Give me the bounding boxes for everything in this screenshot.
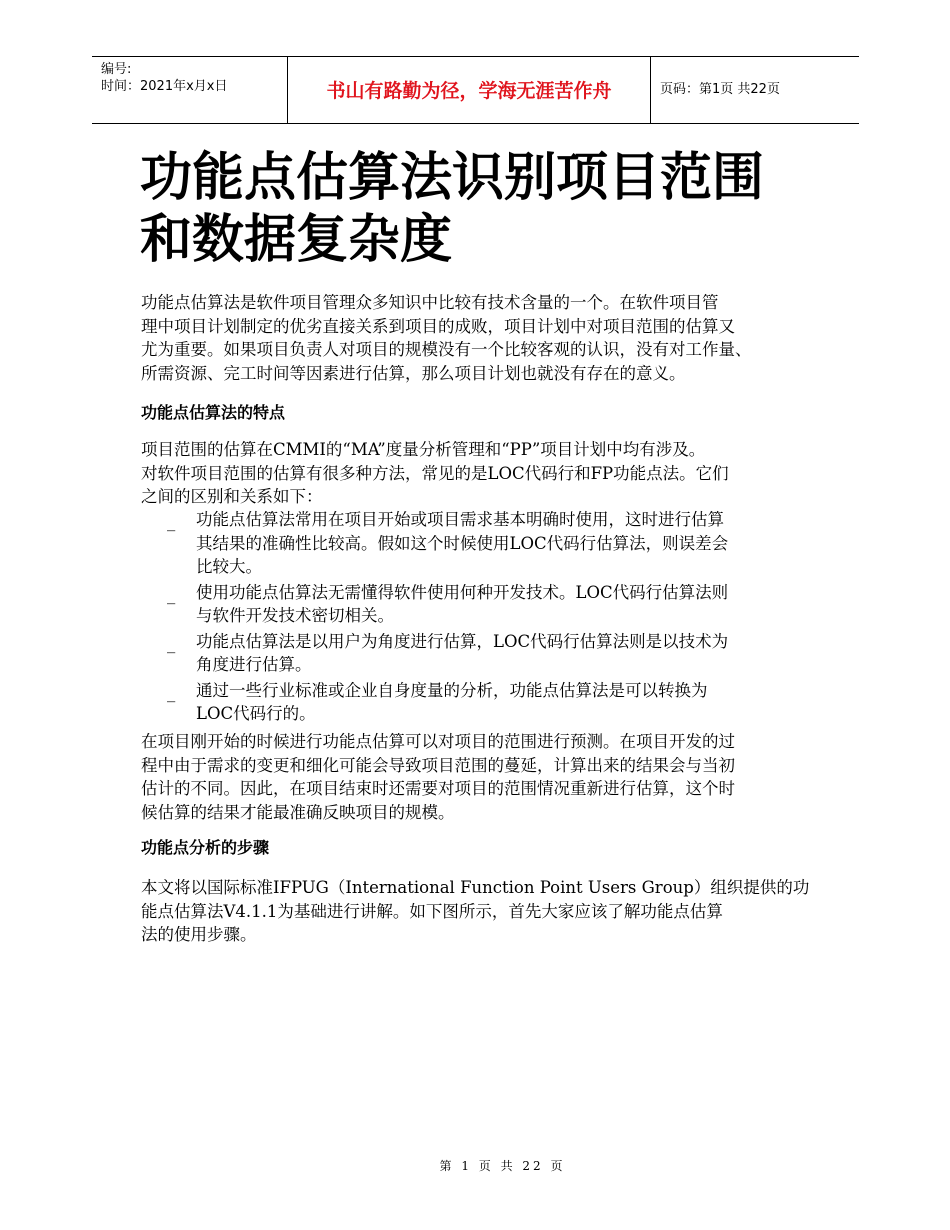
section2-paragraph: [141, 876, 831, 947]
text-line: 对软件项目范围的估算有很多种方法，常见的是LOC代码行和FP功能点法。它们: [141, 463, 729, 483]
list-item: [141, 508, 831, 579]
section-heading-features: 功能点估算法的特点: [141, 403, 286, 422]
page-footer: 第 1 页 共 22 页: [439, 1159, 566, 1173]
text-line: 之间的区别和关系如下：: [141, 487, 323, 506]
text-line: 候估算的结果才能最准确反映项目的规模。: [141, 802, 455, 822]
list-item: [141, 679, 831, 726]
bullet-marker: _: [167, 633, 176, 653]
header-meta-cell: [92, 57, 287, 123]
text-line: 项目范围的估算在CMMI的“MA”度量分析管理和“PP”项目计划中均有涉及。: [141, 440, 706, 459]
text-line: 其结果的准确性比较高。假如这个时候使用LOC代码行估算法，则误差会: [196, 533, 729, 553]
list-item-text: [141, 679, 831, 726]
text-line: 使用功能点估算法无需懂得软件使用何种开发技术。LOC代码行估算法则: [196, 582, 729, 602]
document-header: [92, 56, 859, 124]
comparison-list: [141, 508, 831, 728]
text-line: 功能点估算法是软件项目管理众多知识中比较有技术含量的一个。在软件项目管: [141, 293, 719, 312]
bullet-marker: _: [167, 584, 176, 604]
text-line: 法的使用步骤。: [141, 925, 257, 944]
list-item: [141, 581, 831, 628]
text-line: 本文将以国际标准IFPUG（International Function Point Users Group）组织提供的功: [141, 878, 810, 897]
section1-after-paragraph: [141, 730, 831, 824]
bullet-marker: _: [167, 512, 176, 531]
text-line: LOC代码行的。: [196, 704, 316, 723]
text-line: 与软件开发技术密切相关。: [196, 606, 394, 625]
section1-paragraph: [141, 438, 831, 509]
document-time-label: 时间：2021年x月x日: [101, 79, 228, 94]
list-item-text: [141, 581, 831, 628]
list-item-text: [141, 508, 831, 579]
text-line: 比较大。: [196, 557, 262, 576]
text-line: 所需资源、完工时间等因素进行估算，那么项目计划也就没有存在的意义。: [141, 363, 686, 383]
text-line: 估计的不同。因此，在项目结束时还需要对项目的范围情况重新进行估算，这个时: [141, 779, 735, 798]
text-line: 功能点估算法常用在项目开始或项目需求基本明确时使用，这时进行估算: [196, 510, 724, 529]
section-heading-steps: 功能点分析的步骤: [141, 838, 270, 857]
header-motto: 书山有路勤为径，学海无涯苦作舟: [326, 80, 612, 102]
bullet-marker: _: [167, 682, 176, 702]
title-line-2: 和数据复杂度: [140, 210, 453, 270]
text-line: 程中由于需求的变更和细化可能会导致项目范围的蔓延，计算出来的结果会与当初: [141, 755, 735, 775]
title-line-1: 功能点估算法识别项目范围: [140, 148, 765, 208]
text-line: 角度进行估算。: [196, 655, 312, 674]
document-title: [140, 147, 840, 271]
text-line: 尤为重要。如果项目负责人对项目的规模没有一个比较客观的认识，没有对工作量、: [141, 340, 752, 359]
text-line: 通过一些行业标准或企业自身度量的分析，功能点估算法是可以转换为: [196, 680, 708, 700]
header-motto-cell: [287, 57, 651, 123]
text-line: 功能点估算法是以用户为角度进行估算，LOC代码行估算法则是以技术为: [196, 631, 729, 651]
document-number-label: 编号:: [101, 62, 132, 77]
header-page-info: 页码：第1页 共22页: [660, 82, 780, 97]
header-page-cell: [651, 57, 859, 123]
text-line: 在项目刚开始的时候进行功能点估算可以对项目的范围进行预测。在项目开发的过: [141, 732, 735, 751]
list-item-text: [141, 630, 831, 677]
text-line: 能点估算法V4.1.1为基础进行讲解。如下图所示，首先大家应该了解功能点估算: [141, 901, 723, 921]
text-line: 理中项目计划制定的优劣直接关系到项目的成败，项目计划中对项目范围的估算又: [141, 316, 735, 336]
intro-paragraph: [141, 291, 831, 385]
list-item: [141, 630, 831, 677]
